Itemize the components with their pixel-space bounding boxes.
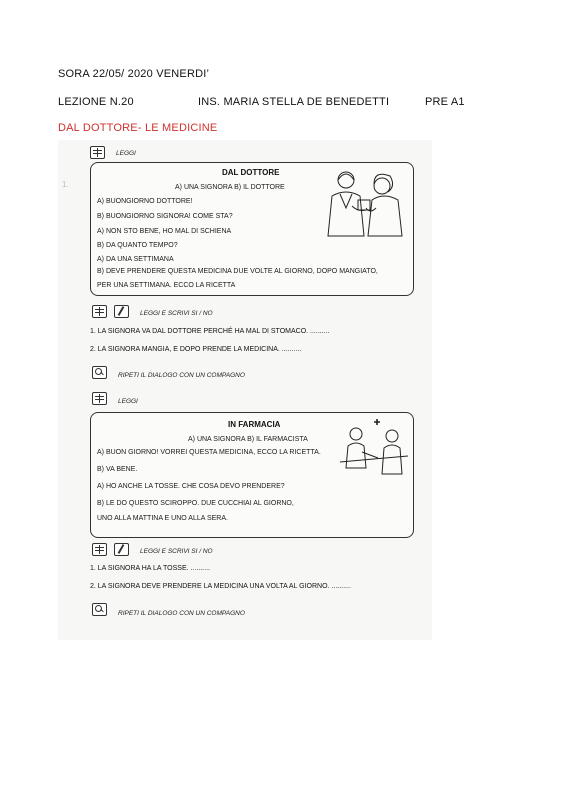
header-date: SORA 22/05/ 2020 VENERDI’ — [58, 68, 210, 80]
header-topic: DAL DOTTORE- LE MEDICINE — [58, 122, 218, 134]
dialog-line: B) DA QUANTO TEMPO? — [97, 242, 178, 249]
read-book-icon — [92, 305, 107, 318]
exercise-item: 2. LA SIGNORA MANGIA, E DOPO PRENDE LA MEDICINA. .......... — [90, 346, 302, 353]
dialog-line: B) DEVE PRENDERE QUESTA MEDICINA DUE VOLTE AL GIORNO, DOPO MANGIATO, — [97, 268, 378, 275]
pharmacy-illustration — [340, 418, 408, 478]
dialog-line: B) LE DO QUESTO SCIROPPO. DUE CUCCHIAI AL GIORNO, — [97, 500, 294, 507]
read-book-icon — [92, 392, 107, 405]
dialog-roles-doctor: A) UNA SIGNORA B) IL DOTTORE — [175, 184, 285, 191]
doctor-illustration — [322, 166, 408, 244]
header-lesson: LEZIONE N.20 — [58, 96, 134, 108]
read-book-icon — [92, 543, 107, 556]
write-pen-icon — [114, 543, 129, 556]
dialog-line: A) DA UNA SETTIMANA — [97, 256, 174, 263]
speak-icon — [92, 603, 107, 616]
header-teacher: INS. MARIA STELLA DE BENEDETTI — [198, 96, 390, 108]
repeat1-label: RIPETI IL DIALOGO CON UN COMPAGNO — [118, 372, 245, 379]
exercise-item: 1. LA SIGNORA HA LA TOSSE. .......... — [90, 565, 210, 572]
exercise2-label: LEGGI E SCRIVI SI / NO — [140, 548, 213, 555]
dialog-line: PER UNA SETTIMANA. ECCO LA RICETTA — [97, 282, 236, 289]
exercise-item: 2. LA SIGNORA DEVE PRENDERE LA MEDICINA UNA VOLTA AL GIORNO. .......... — [90, 583, 351, 590]
dialog-line: B) VA BENE. — [97, 466, 138, 473]
repeat2-label: RIPETI IL DIALOGO CON UN COMPAGNO — [118, 610, 245, 617]
exercise1-label: LEGGI E SCRIVI SI / NO — [140, 310, 213, 317]
margin-mark: 1. — [62, 180, 69, 189]
dialog-title-pharmacy: IN FARMACIA — [228, 420, 281, 429]
section2-label: LEGGI — [118, 398, 138, 405]
dialog-line: A) BUON GIORNO! VORREI QUESTA MEDICINA, ECCO LA RICETTA. — [97, 449, 321, 456]
header-level: PRE A1 — [425, 96, 465, 108]
dialog-line: A) HO ANCHE LA TOSSE. CHE COSA DEVO PRENDERE? — [97, 483, 285, 490]
dialog-line: A) BUONGIORNO DOTTORE! — [97, 198, 193, 205]
write-pen-icon — [114, 305, 129, 318]
dialog-roles-pharmacy: A) UNA SIGNORA B) IL FARMACISTA — [188, 436, 308, 443]
dialog-line: A) NON STO BENE, HO MAL DI SCHIENA — [97, 228, 232, 235]
dialog-title-doctor: DAL DOTTORE — [222, 168, 280, 177]
exercise-item: 1. LA SIGNORA VA DAL DOTTORE PERCHÉ HA MAL DI STOMACO. .......... — [90, 328, 330, 335]
read-book-icon — [90, 146, 105, 159]
dialog-line: B) BUONGIORNO SIGNORA! COME STA? — [97, 213, 233, 220]
section1-label: LEGGI — [116, 150, 136, 157]
dialog-line: UNO ALLA MATTINA E UNO ALLA SERA. — [97, 515, 228, 522]
speak-icon — [92, 366, 107, 379]
